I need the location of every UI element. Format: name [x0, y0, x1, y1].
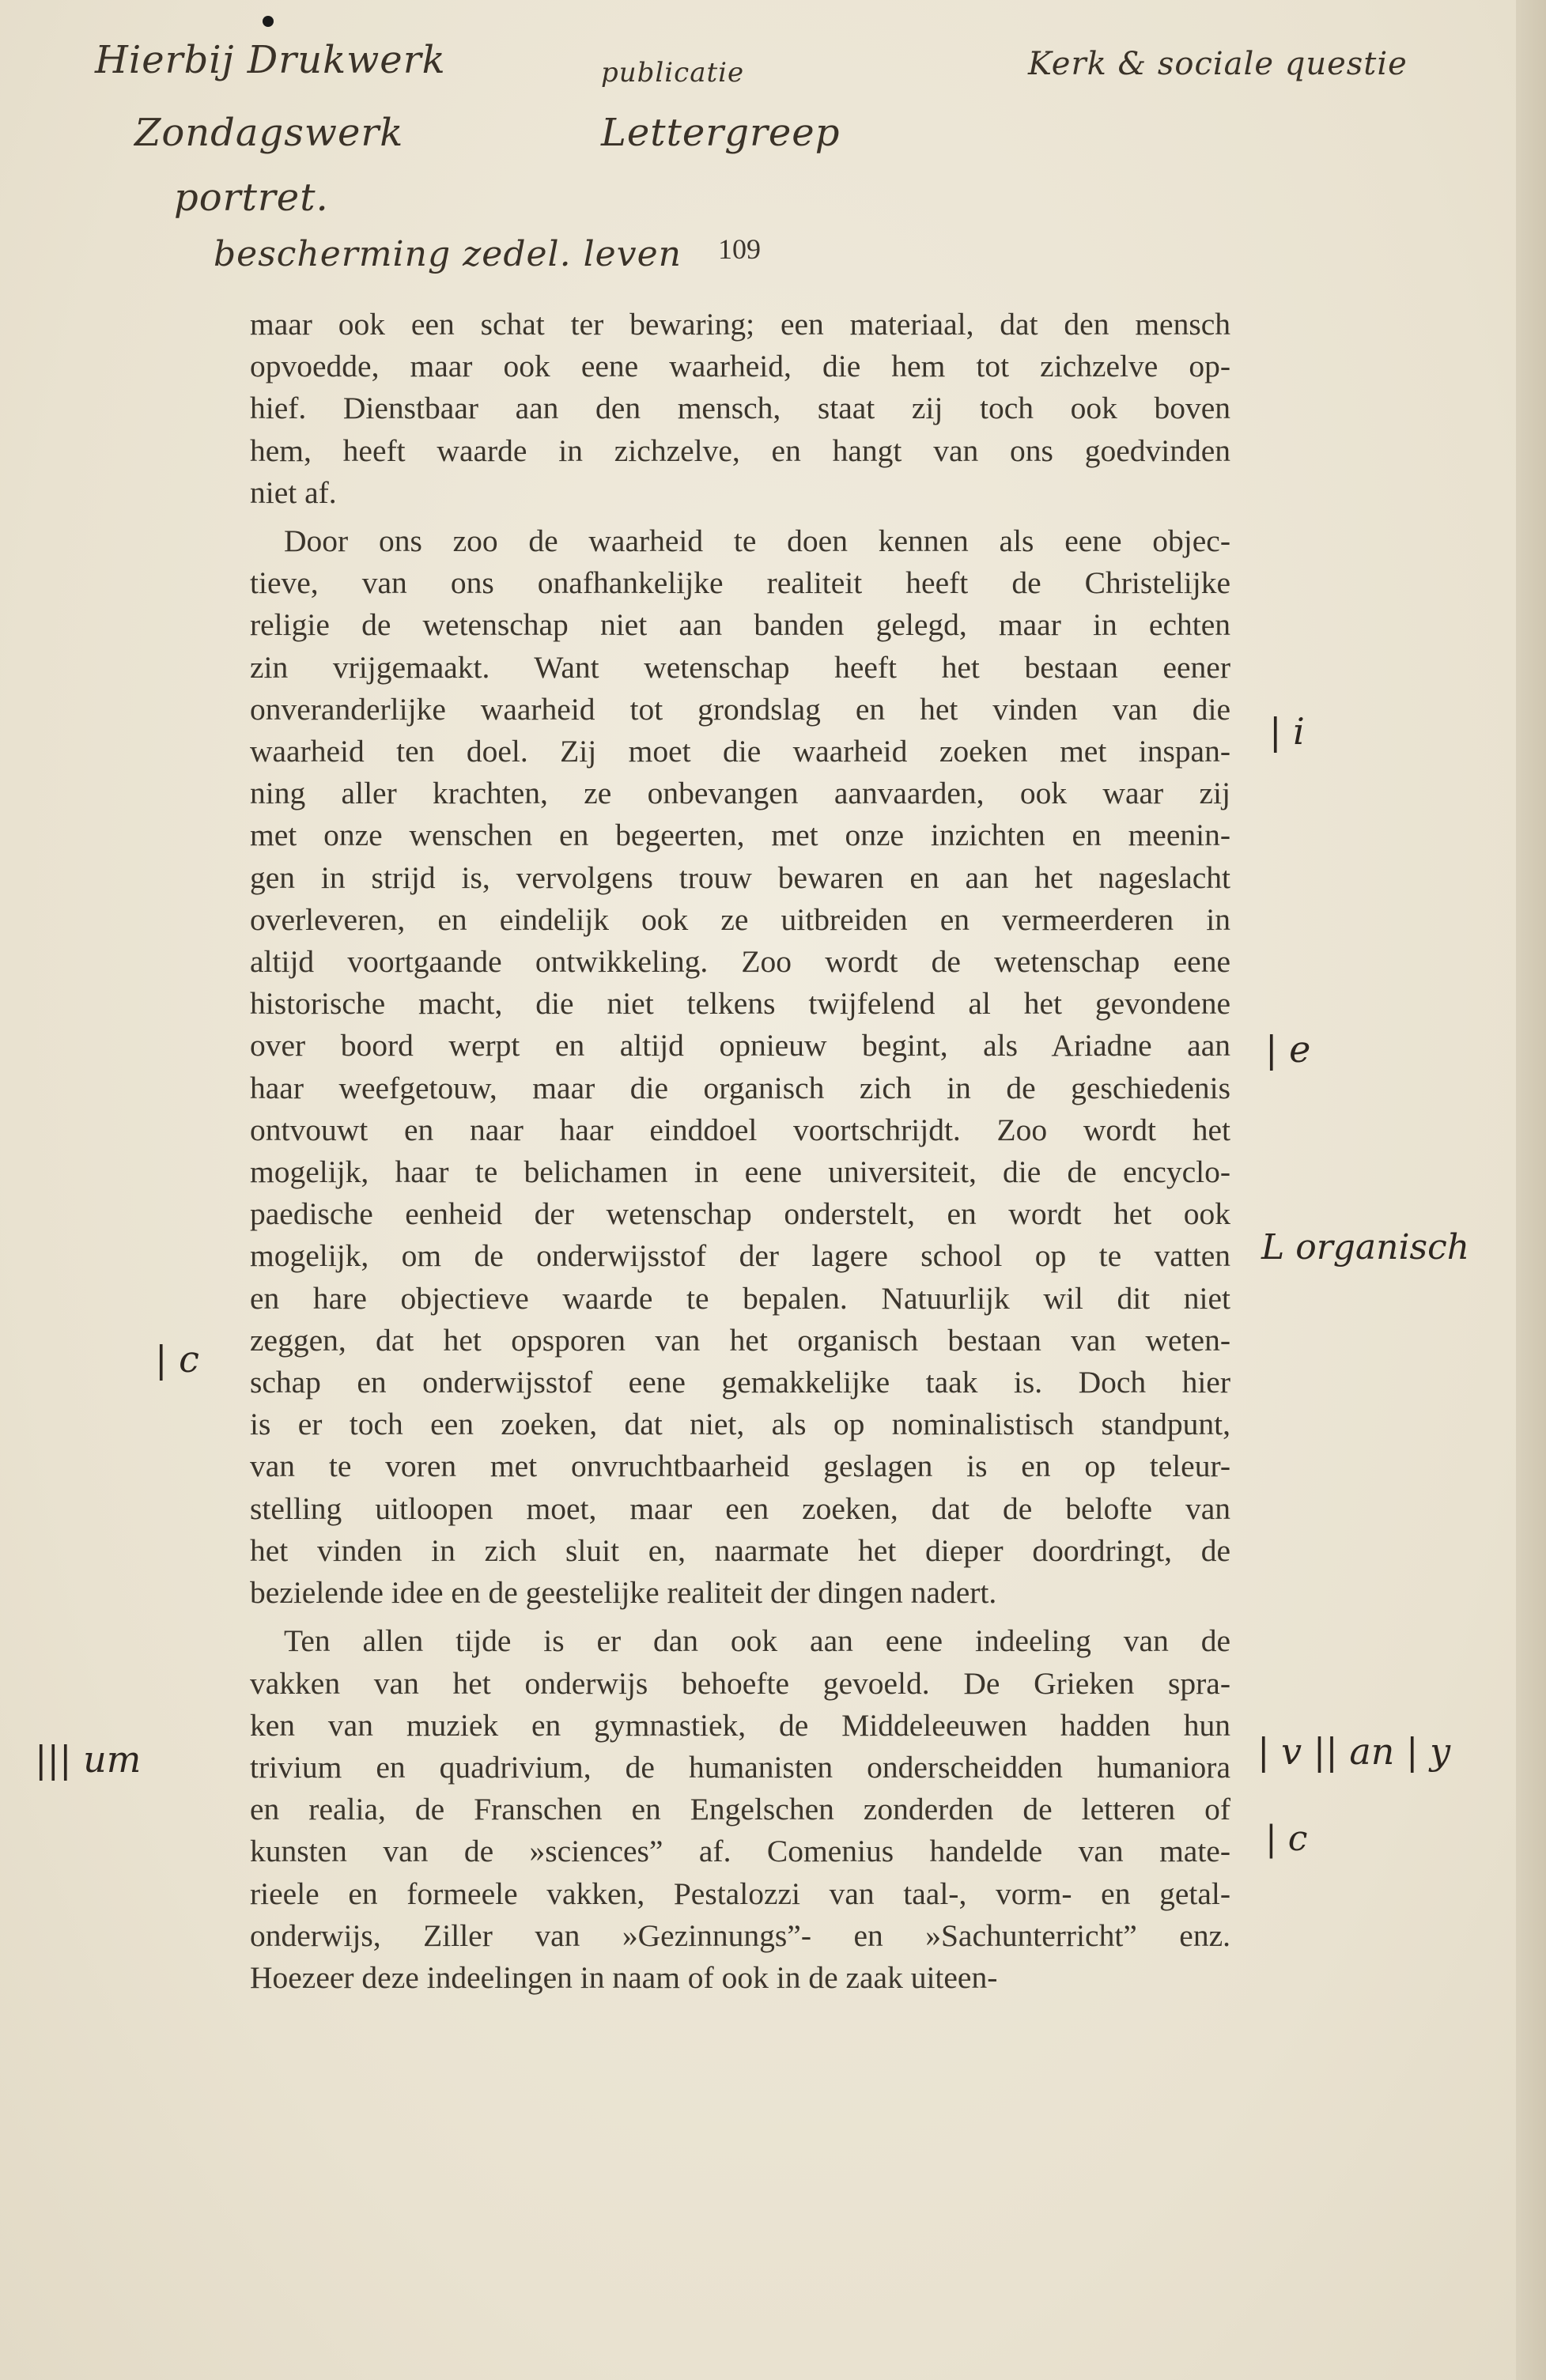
text-line: is er toch een zoeken, dat niet, als op nominalistisch standpunt,	[250, 1407, 1230, 1442]
handwritten-note: publicatie	[601, 57, 745, 89]
handwritten-note: bescherming zedel. leven	[214, 234, 682, 274]
text-line: altijd voortgaande ontwikkeling. Zoo wordt de wetenschap eene	[250, 944, 1230, 980]
text-line: zeggen, dat het opsporen van het organisch bestaan van weten-	[250, 1322, 1230, 1358]
text-line: waarheid ten doel. Zij moet die waarheid zoeken met inspan-	[250, 734, 1230, 769]
text-line: paedische eenheid der wetenschap onderstelt, en wordt het ook	[250, 1196, 1230, 1232]
text-line: mogelijk, haar te belichamen in eene universiteit, die de encyclo-	[250, 1154, 1230, 1190]
text-line: trivium en quadrivium, de humanisten onderscheidden humaniora	[250, 1749, 1230, 1785]
margin-mark: | i	[1269, 710, 1305, 753]
text-line: kunsten van de »sciences” af. Comenius handelde van mate-	[250, 1834, 1230, 1869]
text-line: historische macht, die niet telkens twijfelend al het gevondene	[250, 986, 1230, 1022]
text-line: gen in strijd is, vervolgens trouw bewaren en aan het nageslacht	[250, 859, 1230, 895]
margin-mark: ||| um	[35, 1738, 142, 1781]
text-line: onveranderlijke waarheid tot grondslag en het vinden van die	[250, 691, 1230, 727]
text-line: religie de wetenschap niet aan banden gelegd, maar in echten	[250, 607, 1230, 643]
text-line: en hare objectieve waarde te bepalen. Natuurlijk wil dit niet	[250, 1280, 1230, 1316]
text-line: onderwijs, Ziller van »Gezinnungs”- en »Sachunterricht” enz.	[250, 1917, 1230, 1953]
text-line: haar weefgetouw, maar die organisch zich in de geschiedenis	[250, 1070, 1230, 1105]
margin-mark: | v || an | y	[1257, 1730, 1451, 1773]
text-line: zin vrijgemaakt. Want wetenschap heeft het bestaan eener	[250, 649, 1230, 685]
text-line: over boord werpt en altijd opnieuw begint, als Ariadne aan	[250, 1028, 1230, 1063]
text-line: niet af.	[250, 474, 337, 510]
text-line: Ten allen tijde is er dan ook aan eene indeeling van de	[284, 1623, 1230, 1659]
handwritten-note: Hierbij Drukwerk	[95, 38, 446, 82]
text-line: bezielende idee en de geestelijke realiteit der dingen nadert.	[250, 1575, 997, 1611]
text-line: overleveren, en eindelijk ook ze uitbreiden en vermeerderen in	[250, 901, 1230, 937]
text-line: hem, heeft waarde in zichzelve, en hangt van ons goedvinden	[250, 433, 1230, 468]
handwritten-note: Kerk & sociale questie	[1028, 46, 1408, 82]
handwritten-note: portret.	[174, 176, 329, 220]
text-line: het vinden in zich sluit en, naarmate het dieper doordringt, de	[250, 1532, 1230, 1568]
handwritten-note: Lettergreep	[601, 111, 841, 155]
margin-mark: | c	[1265, 1819, 1308, 1859]
margin-mark: L organisch	[1261, 1227, 1470, 1267]
text-line: vakken van het onderwijs behoefte gevoeld. De Grieken spra-	[250, 1665, 1230, 1701]
page-edge	[1516, 0, 1546, 2380]
text-line: ontvouwt en naar haar einddoel voortschrijdt. Zoo wordt het	[250, 1112, 1230, 1147]
text-line: Hoezeer deze indeelingen in naam of ook in de zaak uiteen-	[250, 1959, 998, 1995]
text-line: opvoedde, maar ook eene waarheid, die hem tot zichzelve op-	[250, 349, 1230, 384]
text-line: rieele en formeele vakken, Pestalozzi van taal-, vorm- en getal-	[250, 1876, 1230, 1911]
text-line: schap en onderwijsstof eene gemakkelijke taak is. Doch hier	[250, 1365, 1230, 1400]
text-line: maar ook een schat ter bewaring; een materiaal, dat den mensch	[250, 307, 1230, 342]
handwritten-note: Zondagswerk	[134, 111, 404, 155]
ink-spot	[263, 16, 274, 27]
text-line: mogelijk, om de onderwijsstof der lagere school op te vatten	[250, 1238, 1230, 1274]
text-line: ning aller krachten, ze onbevangen aanvaarden, ook waar zij	[250, 776, 1230, 811]
text-line: met onze wenschen en begeerten, met onze inzichten en meenin-	[250, 818, 1230, 853]
body-text	[250, 304, 1230, 1999]
text-line: en realia, de Franschen en Engelschen zonderden de letteren of	[250, 1792, 1230, 1827]
margin-mark: | e	[1265, 1028, 1311, 1071]
text-line: ken van muziek en gymnastiek, de Middeleeuwen hadden hun	[250, 1707, 1230, 1743]
text-line: stelling uitloopen moet, maar een zoeken, dat de belofte van	[250, 1490, 1230, 1526]
text-line: Door ons zoo de waarheid te doen kennen als eene objec-	[284, 523, 1230, 559]
text-line: tieve, van ons onafhankelijke realiteit heeft de Christelijke	[250, 565, 1230, 601]
text-line: van te voren met onvruchtbaarheid geslagen is en op teleur-	[250, 1449, 1230, 1484]
text-line: hief. Dienstbaar aan den mensch, staat zij toch ook boven	[250, 391, 1230, 426]
margin-mark: | c	[155, 1338, 199, 1381]
page-number: 109	[718, 233, 761, 265]
